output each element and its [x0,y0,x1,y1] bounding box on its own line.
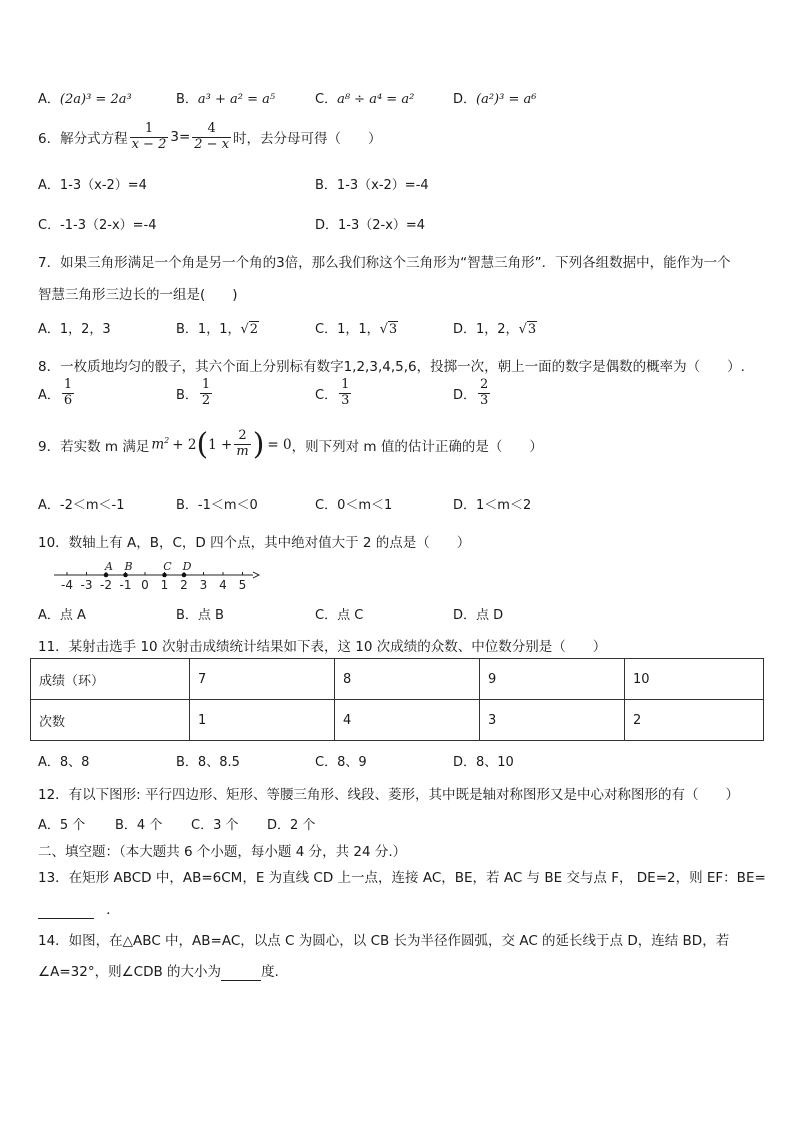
table-cell: 1 [190,700,335,741]
q9-equals-zero: = 0 [267,436,292,453]
q9-equation-m2: $m^2$ [151,436,170,453]
q8-option-a [38,378,76,409]
q8-a-denominator: 6 [63,392,73,408]
q8-option-d-label: D． [453,387,477,403]
q9-suffix: ，则下列对 m 值的估计正确的是（ ） [291,438,543,455]
q7-option-d-text: D．1，2， [453,322,519,337]
q9-option-d: D．1＜m＜2 [453,498,532,513]
q7-stem-line2: 智慧三角形三边长的一组是( ) [38,287,238,303]
q13-answer-blank[interactable] [38,902,94,919]
q12-option-c: C．3 个 [191,818,239,833]
q6-option-b: B．1-3（x-2）=-4 [315,178,429,193]
q9-fraction [234,429,250,460]
q9-option-a: A．-2＜m＜-1 [38,498,125,513]
point-label: B [124,560,133,573]
q5-option-b-label: B． [176,92,198,107]
q5-option-a [38,88,132,107]
q13-period: ． [106,902,120,918]
q10-number-line [50,555,265,595]
q6-option-a: A．1-3（x-2）=4 [38,178,147,193]
axis-tick-label: 1 [160,578,169,592]
q9-left-paren: ( [196,427,209,462]
q9-prefix: 9．若实数 m 满足 [38,438,150,455]
axis-tick-label: -1 [119,578,132,592]
table-cell: 7 [190,659,335,700]
q8-option-c [315,378,353,409]
q7-option-b-radicand: 2 [249,322,259,337]
point-dot [123,573,128,578]
point-label: C [163,560,172,573]
q5-option-b-formula: a³ + a² = a⁵ [197,92,276,107]
q10-option-d: D．点 D [453,608,504,623]
q10-option-a: A．点 A [38,608,86,623]
point-label: A [105,560,113,573]
axis-tick-label: 2 [180,578,188,592]
q6-stem [38,122,382,153]
q8-option-d-fraction [478,378,490,409]
table-row [31,659,764,700]
table-cell: 次数 [31,700,190,741]
q7-option-b-text: B．1，1， [176,322,241,337]
q7-option-d-sqrt: √3 [518,322,537,337]
q8-d-numerator: 2 [480,377,489,392]
q14-stem-line2 [38,960,279,981]
q5-option-d-label: D． [453,92,477,107]
q5-option-a-label: A． [38,92,60,107]
table-cell: 10 [625,659,764,700]
q11-option-c: C．8、9 [315,755,367,770]
q14-suffix: 度. [261,964,279,980]
q6-frac2-numerator: 4 [207,121,216,136]
q11-score-table [30,658,764,741]
q13-stem-line1: 13．在矩形 ABCD 中，AB=6CM，E 为直线 CD 上一点，连接 AC，BE，若 AC 与 BE 交与点 F， DE=2，则 EF：BE= [38,870,766,886]
point-dot [162,573,167,578]
q6-option-d: D．1-3（2-x）=4 [315,218,426,233]
q12-option-d: D．2 个 [267,818,316,833]
q7-option-a: A．1，2，3 [38,322,111,337]
q7-option-d [453,318,537,337]
q5-option-a-formula: (2a)³ = 2a³ [59,92,132,107]
q8-c-numerator: 1 [341,377,350,392]
q8-option-c-fraction [339,378,351,409]
q5-option-b [176,88,275,107]
q6-prefix: 6．解分式方程 [38,131,128,148]
point-dot [104,573,109,578]
table-row [31,700,764,741]
q5-option-c-formula: a⁸ ÷ a⁴ = a² [337,92,415,107]
q11-option-a: A．8、8 [38,755,90,770]
q9-m: m [151,436,165,453]
point-dot [182,573,187,578]
axis-tick-label: 0 [141,578,149,592]
q11-option-b: B．8、8.5 [176,755,240,770]
point-label: D [182,560,192,573]
q10-option-b: B．点 B [176,608,224,623]
arrow-icon [253,572,259,578]
q8-option-a-label: A． [38,387,60,403]
q6-frac1-denominator: x − 2 [131,136,167,152]
q8-a-numerator: 1 [63,377,73,392]
q8-option-b-label: B． [176,387,198,403]
q8-option-a-fraction [62,378,74,409]
q8-b-denominator: 2 [201,392,211,408]
q13-stem-line2 [38,898,120,919]
q8-c-denominator: 3 [341,392,350,408]
q12-option-b: B．4 个 [115,818,163,833]
table-cell: 3 [480,700,625,741]
axis-tick-label: -3 [80,578,93,592]
axis-tick-label: 3 [199,578,208,592]
q9-frac-numerator: 2 [238,428,247,444]
axis-tick-label: 4 [219,578,227,592]
q9-stem [38,427,543,462]
axis-tick-label: -4 [61,578,73,592]
q6-mid: 3= [170,129,191,146]
axis-tick-label: 5 [238,578,247,592]
q8-b-numerator: 1 [201,377,211,392]
q7-option-b-sqrt: √2 [240,322,259,337]
q7-option-c-text: C．1，1， [315,322,380,337]
q8-d-denominator: 3 [480,392,489,408]
table-cell: 2 [625,700,764,741]
q9-option-b: B．-1＜m＜0 [176,498,258,513]
table-cell: 8 [335,659,480,700]
q8-option-d [453,378,492,409]
q14-stem-line1: 14．如图，在△ABC 中，AB=AC，以点 C 为圆心，以 CB 长为半径作圆弧，交 AC 的延长线于点 D，连结 BD，若 [38,933,730,949]
table-cell: 成绩（环） [31,659,190,700]
q10-stem: 10．数轴上有 A，B，C，D 四个点，其中绝对值大于 2 的点是（ ） [38,535,471,551]
q6-fraction-1 [130,122,169,153]
q6-frac2-denominator: 2 − x [194,136,230,152]
q9-one-plus: 1 + [208,436,233,453]
q8-option-b [176,378,214,409]
q5-option-d-formula: (a²)³ = a⁶ [476,92,537,107]
q12-option-a: A．5 个 [38,818,86,833]
q12-stem: 12．有以下图形: 平行四边形、矩形、等腰三角形、线段、菱形，其中既是轴对称图形又是中心对称图形的有（ ） [38,787,740,803]
q6-frac1-numerator: 1 [144,121,154,136]
q7-option-c-radicand: 3 [388,322,398,337]
q6-fraction-2 [192,122,231,153]
q7-option-b [176,318,259,337]
q8-stem: 8．一枚质地均匀的骰子，其六个面上分别标有数字1,2,3,4,5,6，投掷一次，朝上一面的数字是偶数的概率为（ ）. [38,359,745,375]
q11-stem: 11．某射击选手 10 次射击成绩统计结果如下表，这 10 次成绩的众数、中位数分别是（ ） [38,639,607,655]
q8-option-c-label: C． [315,387,338,403]
q5-option-c-label: C． [315,92,338,107]
q9-option-c: C．0＜m＜1 [315,498,393,513]
q6-option-c: C．-1-3（2-x）=-4 [38,218,157,233]
table-cell: 4 [335,700,480,741]
q14-answer-blank[interactable] [221,964,261,981]
q7-option-d-radicand: 3 [527,322,537,337]
q5-option-d [453,88,536,107]
q11-option-d: D．8、10 [453,755,514,770]
q6-suffix: 时，去分母可得（ ） [233,131,382,148]
q7-option-c [315,318,398,337]
q9-plus-two: + 2 [172,436,197,453]
axis-tick-label: -2 [100,578,112,592]
q7-stem-line1: 7．如果三角形满足一个角是另一个角的3倍，那么我们称这个三角形为“智慧三角形”．下列各组数据中，能作为一个 [38,255,731,271]
q8-option-b-fraction [200,378,212,409]
table-cell: 9 [480,659,625,700]
q5-option-c [315,88,414,107]
q9-frac-denominator: m [236,444,249,459]
section-heading: 二、填空题：（本大题共 6 个小题，每小题 4 分，共 24 分.） [38,844,407,860]
q14-prefix: ∠A=32°，则∠CDB 的大小为 [38,964,222,980]
q7-option-c-sqrt: √3 [379,322,398,337]
q10-option-c: C．点 C [315,608,364,623]
q9-right-paren: ) [252,427,265,462]
